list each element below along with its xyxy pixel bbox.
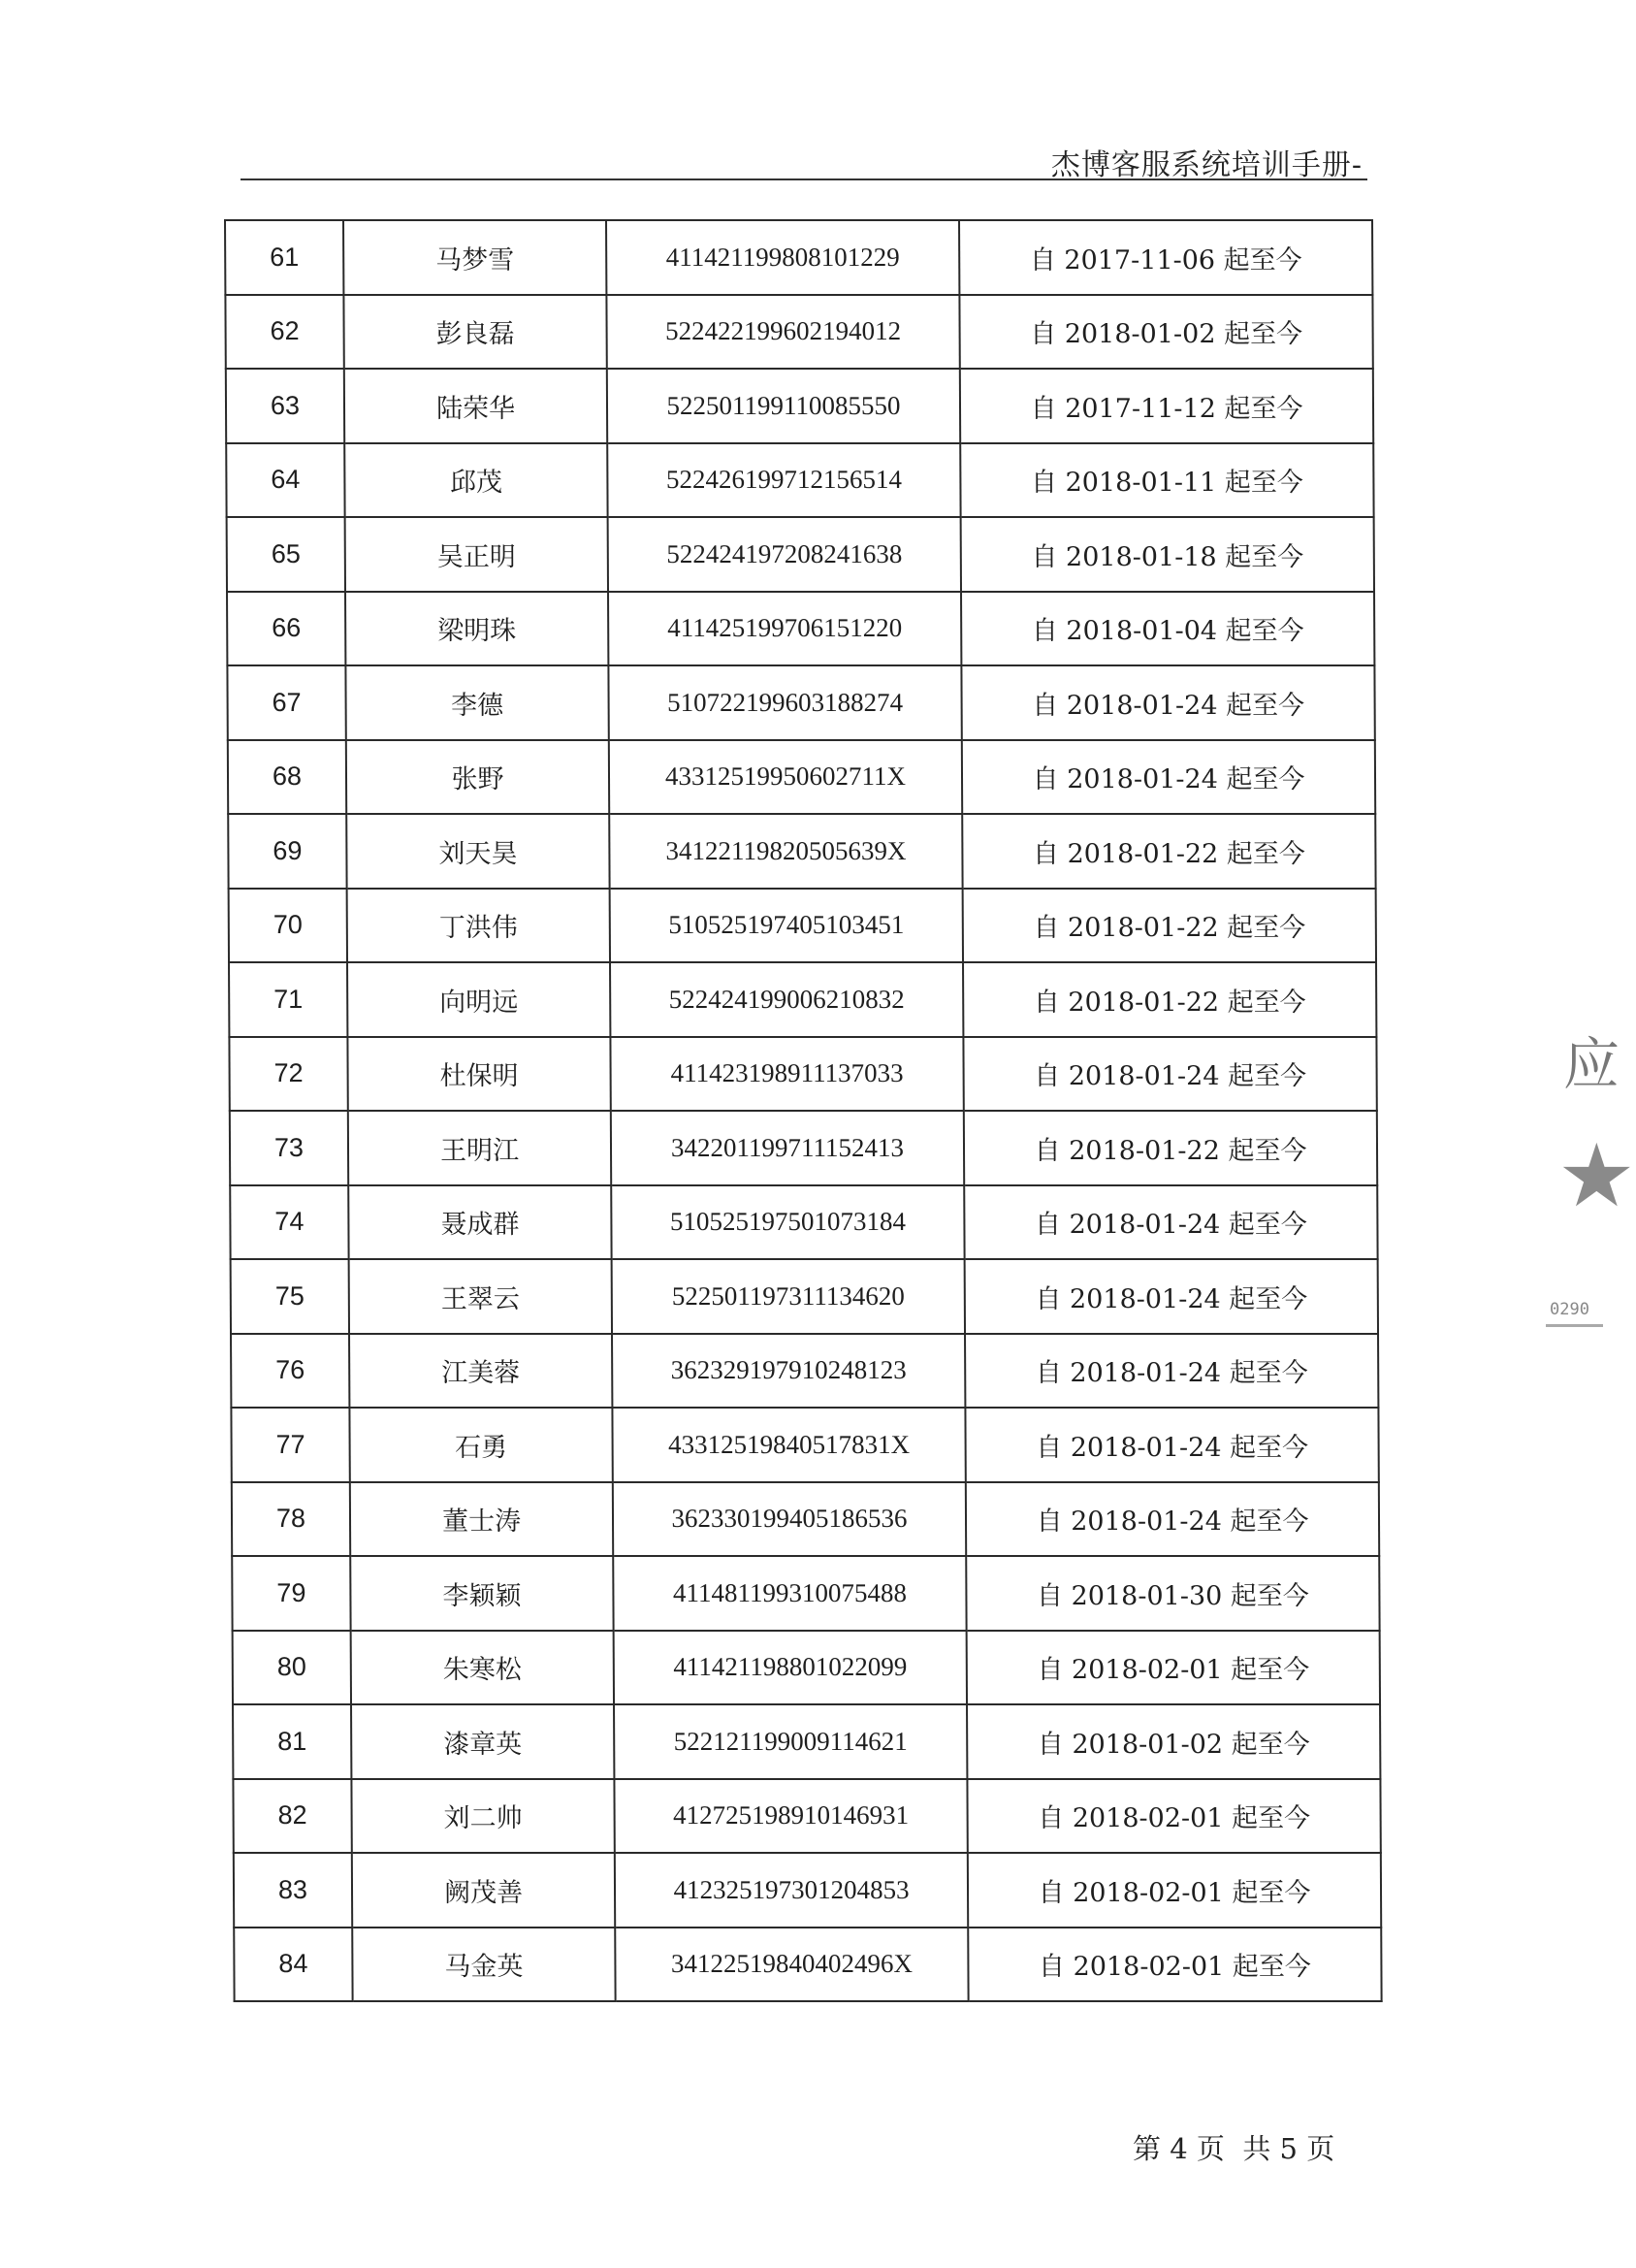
name-cell: 向明远	[347, 962, 610, 1037]
name-cell: 马梦雪	[343, 220, 606, 295]
id-number-cell: 510722199603188274	[608, 665, 961, 740]
service-period-cell: 自 2018-02-01 起至今	[968, 1928, 1381, 2002]
document-header-title: 杰博客服系统培训手册-	[1050, 148, 1363, 182]
row-number-cell: 69	[228, 814, 346, 889]
table-row	[232, 1482, 1379, 1557]
table-row	[230, 1185, 1377, 1260]
row-number-cell: 72	[229, 1037, 347, 1112]
service-period-cell: 自 2018-02-01 起至今	[967, 1779, 1380, 1854]
row-number-cell: 78	[232, 1482, 350, 1557]
roster-table-container	[224, 219, 1373, 2002]
name-cell: 刘二帅	[351, 1779, 614, 1854]
name-cell: 马金英	[352, 1928, 615, 2002]
row-number-cell: 66	[227, 592, 345, 666]
row-number-cell: 67	[227, 665, 345, 740]
table-row	[231, 1334, 1378, 1409]
name-cell: 梁明珠	[345, 592, 608, 666]
name-cell: 李德	[345, 665, 608, 740]
name-cell: 杜保明	[347, 1037, 610, 1112]
service-period-cell: 自 2018-01-24 起至今	[965, 1259, 1378, 1334]
stamp-star-icon: ★	[1557, 1125, 1636, 1227]
row-number-cell: 63	[226, 369, 344, 443]
id-number-cell: 522501199110085550	[607, 369, 960, 443]
service-period-cell: 自 2018-01-24 起至今	[966, 1482, 1379, 1557]
roster-table-body	[225, 220, 1382, 2001]
table-row	[229, 1037, 1376, 1112]
id-number-cell: 522424199006210832	[610, 962, 963, 1037]
row-number-cell: 71	[229, 962, 347, 1037]
row-number-cell: 84	[234, 1928, 352, 2002]
service-period-cell: 自 2018-01-22 起至今	[963, 962, 1376, 1037]
id-number-cell: 411421198801022099	[614, 1631, 967, 1705]
row-number-cell: 77	[231, 1408, 349, 1482]
name-cell: 丁洪伟	[347, 889, 610, 963]
stamp-line	[1546, 1324, 1603, 1327]
service-period-cell: 自 2018-01-04 起至今	[961, 592, 1374, 666]
table-row	[227, 665, 1374, 740]
id-number-cell: 510525197501073184	[611, 1185, 964, 1260]
id-number-cell: 411423198911137033	[610, 1037, 963, 1112]
service-period-cell: 自 2018-01-24 起至今	[965, 1334, 1378, 1409]
table-row	[232, 1556, 1379, 1631]
service-period-cell: 自 2018-01-18 起至今	[961, 517, 1374, 592]
id-number-cell: 522422199602194012	[606, 295, 959, 370]
service-period-cell: 自 2017-11-12 起至今	[960, 369, 1373, 443]
name-cell: 彭良磊	[343, 295, 606, 370]
row-number-cell: 68	[228, 740, 346, 815]
name-cell: 江美蓉	[349, 1334, 612, 1409]
id-number-cell: 362330199405186536	[613, 1482, 966, 1557]
row-number-cell: 64	[226, 443, 344, 518]
table-row	[228, 740, 1375, 815]
name-cell: 石勇	[349, 1408, 612, 1482]
id-number-cell: 411481199310075488	[613, 1556, 966, 1631]
id-number-cell: 43312519840517831X	[612, 1408, 965, 1482]
table-row	[225, 295, 1372, 370]
table-row	[233, 1779, 1380, 1854]
row-number-cell: 75	[231, 1259, 349, 1334]
name-cell: 张野	[346, 740, 609, 815]
service-period-cell: 自 2018-02-01 起至今	[968, 1853, 1381, 1928]
stamp-code: 0290	[1550, 1300, 1589, 1319]
row-number-cell: 81	[233, 1704, 351, 1779]
service-period-cell: 自 2018-01-30 起至今	[966, 1556, 1379, 1631]
id-number-cell: 522426199712156514	[607, 443, 960, 518]
table-row	[226, 369, 1373, 443]
page-number: 第 4 页 共 5 页	[1133, 2132, 1335, 2165]
service-period-cell: 自 2018-02-01 起至今	[967, 1631, 1380, 1705]
table-row	[227, 517, 1374, 592]
service-period-cell: 自 2018-01-02 起至今	[959, 295, 1372, 370]
table-row	[226, 443, 1373, 518]
name-cell: 陆荣华	[344, 369, 607, 443]
id-number-cell: 412325197301204853	[615, 1853, 968, 1928]
name-cell: 吴正明	[345, 517, 608, 592]
row-number-cell: 74	[230, 1185, 348, 1260]
row-number-cell: 76	[231, 1334, 349, 1409]
service-period-cell: 自 2018-01-24 起至今	[962, 740, 1375, 815]
id-number-cell: 510525197405103451	[610, 889, 963, 963]
name-cell: 李颖颖	[350, 1556, 613, 1631]
service-period-cell: 自 2018-01-22 起至今	[962, 814, 1375, 889]
name-cell: 朱寒松	[351, 1631, 614, 1705]
id-number-cell: 411421199808101229	[606, 220, 959, 295]
name-cell: 漆章英	[351, 1704, 614, 1779]
row-number-cell: 62	[225, 295, 343, 370]
stamp-character: 应	[1563, 1031, 1620, 1097]
name-cell: 阙茂善	[352, 1853, 615, 1928]
name-cell: 王翠云	[349, 1259, 612, 1334]
service-period-cell: 自 2018-01-11 起至今	[960, 443, 1373, 518]
table-row	[227, 592, 1374, 666]
id-number-cell: 34122519840402496X	[615, 1928, 968, 2002]
id-number-cell: 34122119820505639X	[609, 814, 962, 889]
seal-stamp-fragment	[1546, 1009, 1636, 1339]
service-period-cell: 自 2018-01-24 起至今	[965, 1408, 1378, 1482]
name-cell: 聂成群	[348, 1185, 611, 1260]
service-period-cell: 自 2018-01-24 起至今	[961, 665, 1374, 740]
service-period-cell: 自 2017-11-06 起至今	[959, 220, 1372, 295]
header-rule	[241, 178, 1367, 180]
table-row	[233, 1631, 1380, 1705]
name-cell: 刘天昊	[346, 814, 609, 889]
row-number-cell: 79	[232, 1556, 350, 1631]
id-number-cell: 522424197208241638	[608, 517, 961, 592]
id-number-cell: 412725198910146931	[614, 1779, 967, 1854]
name-cell: 王明江	[348, 1111, 611, 1185]
row-number-cell: 73	[230, 1111, 348, 1185]
name-cell: 邱茂	[344, 443, 607, 518]
id-number-cell: 43312519950602711X	[609, 740, 962, 815]
service-period-cell: 自 2018-01-22 起至今	[964, 1111, 1377, 1185]
service-period-cell: 自 2018-01-22 起至今	[963, 889, 1376, 963]
id-number-cell: 522501197311134620	[612, 1259, 965, 1334]
roster-table	[224, 219, 1383, 2002]
service-period-cell: 自 2018-01-24 起至今	[963, 1037, 1376, 1112]
table-row	[231, 1408, 1378, 1482]
row-number-cell: 80	[233, 1631, 351, 1705]
row-number-cell: 65	[227, 517, 345, 592]
row-number-cell: 70	[229, 889, 347, 963]
id-number-cell: 362329197910248123	[612, 1334, 965, 1409]
table-row	[230, 1111, 1377, 1185]
table-row	[225, 220, 1372, 295]
table-row	[231, 1259, 1378, 1334]
table-row	[234, 1928, 1381, 2002]
table-row	[228, 814, 1375, 889]
row-number-cell: 83	[234, 1853, 352, 1928]
id-number-cell: 342201199711152413	[611, 1111, 964, 1185]
service-period-cell: 自 2018-01-24 起至今	[964, 1185, 1377, 1260]
id-number-cell: 522121199009114621	[614, 1704, 967, 1779]
table-row	[229, 889, 1376, 963]
id-number-cell: 411425199706151220	[608, 592, 961, 666]
name-cell: 董士涛	[350, 1482, 613, 1557]
row-number-cell: 61	[225, 220, 343, 295]
table-row	[233, 1704, 1380, 1779]
service-period-cell: 自 2018-01-02 起至今	[967, 1704, 1380, 1779]
table-row	[234, 1853, 1381, 1928]
row-number-cell: 82	[233, 1779, 351, 1854]
table-row	[229, 962, 1376, 1037]
